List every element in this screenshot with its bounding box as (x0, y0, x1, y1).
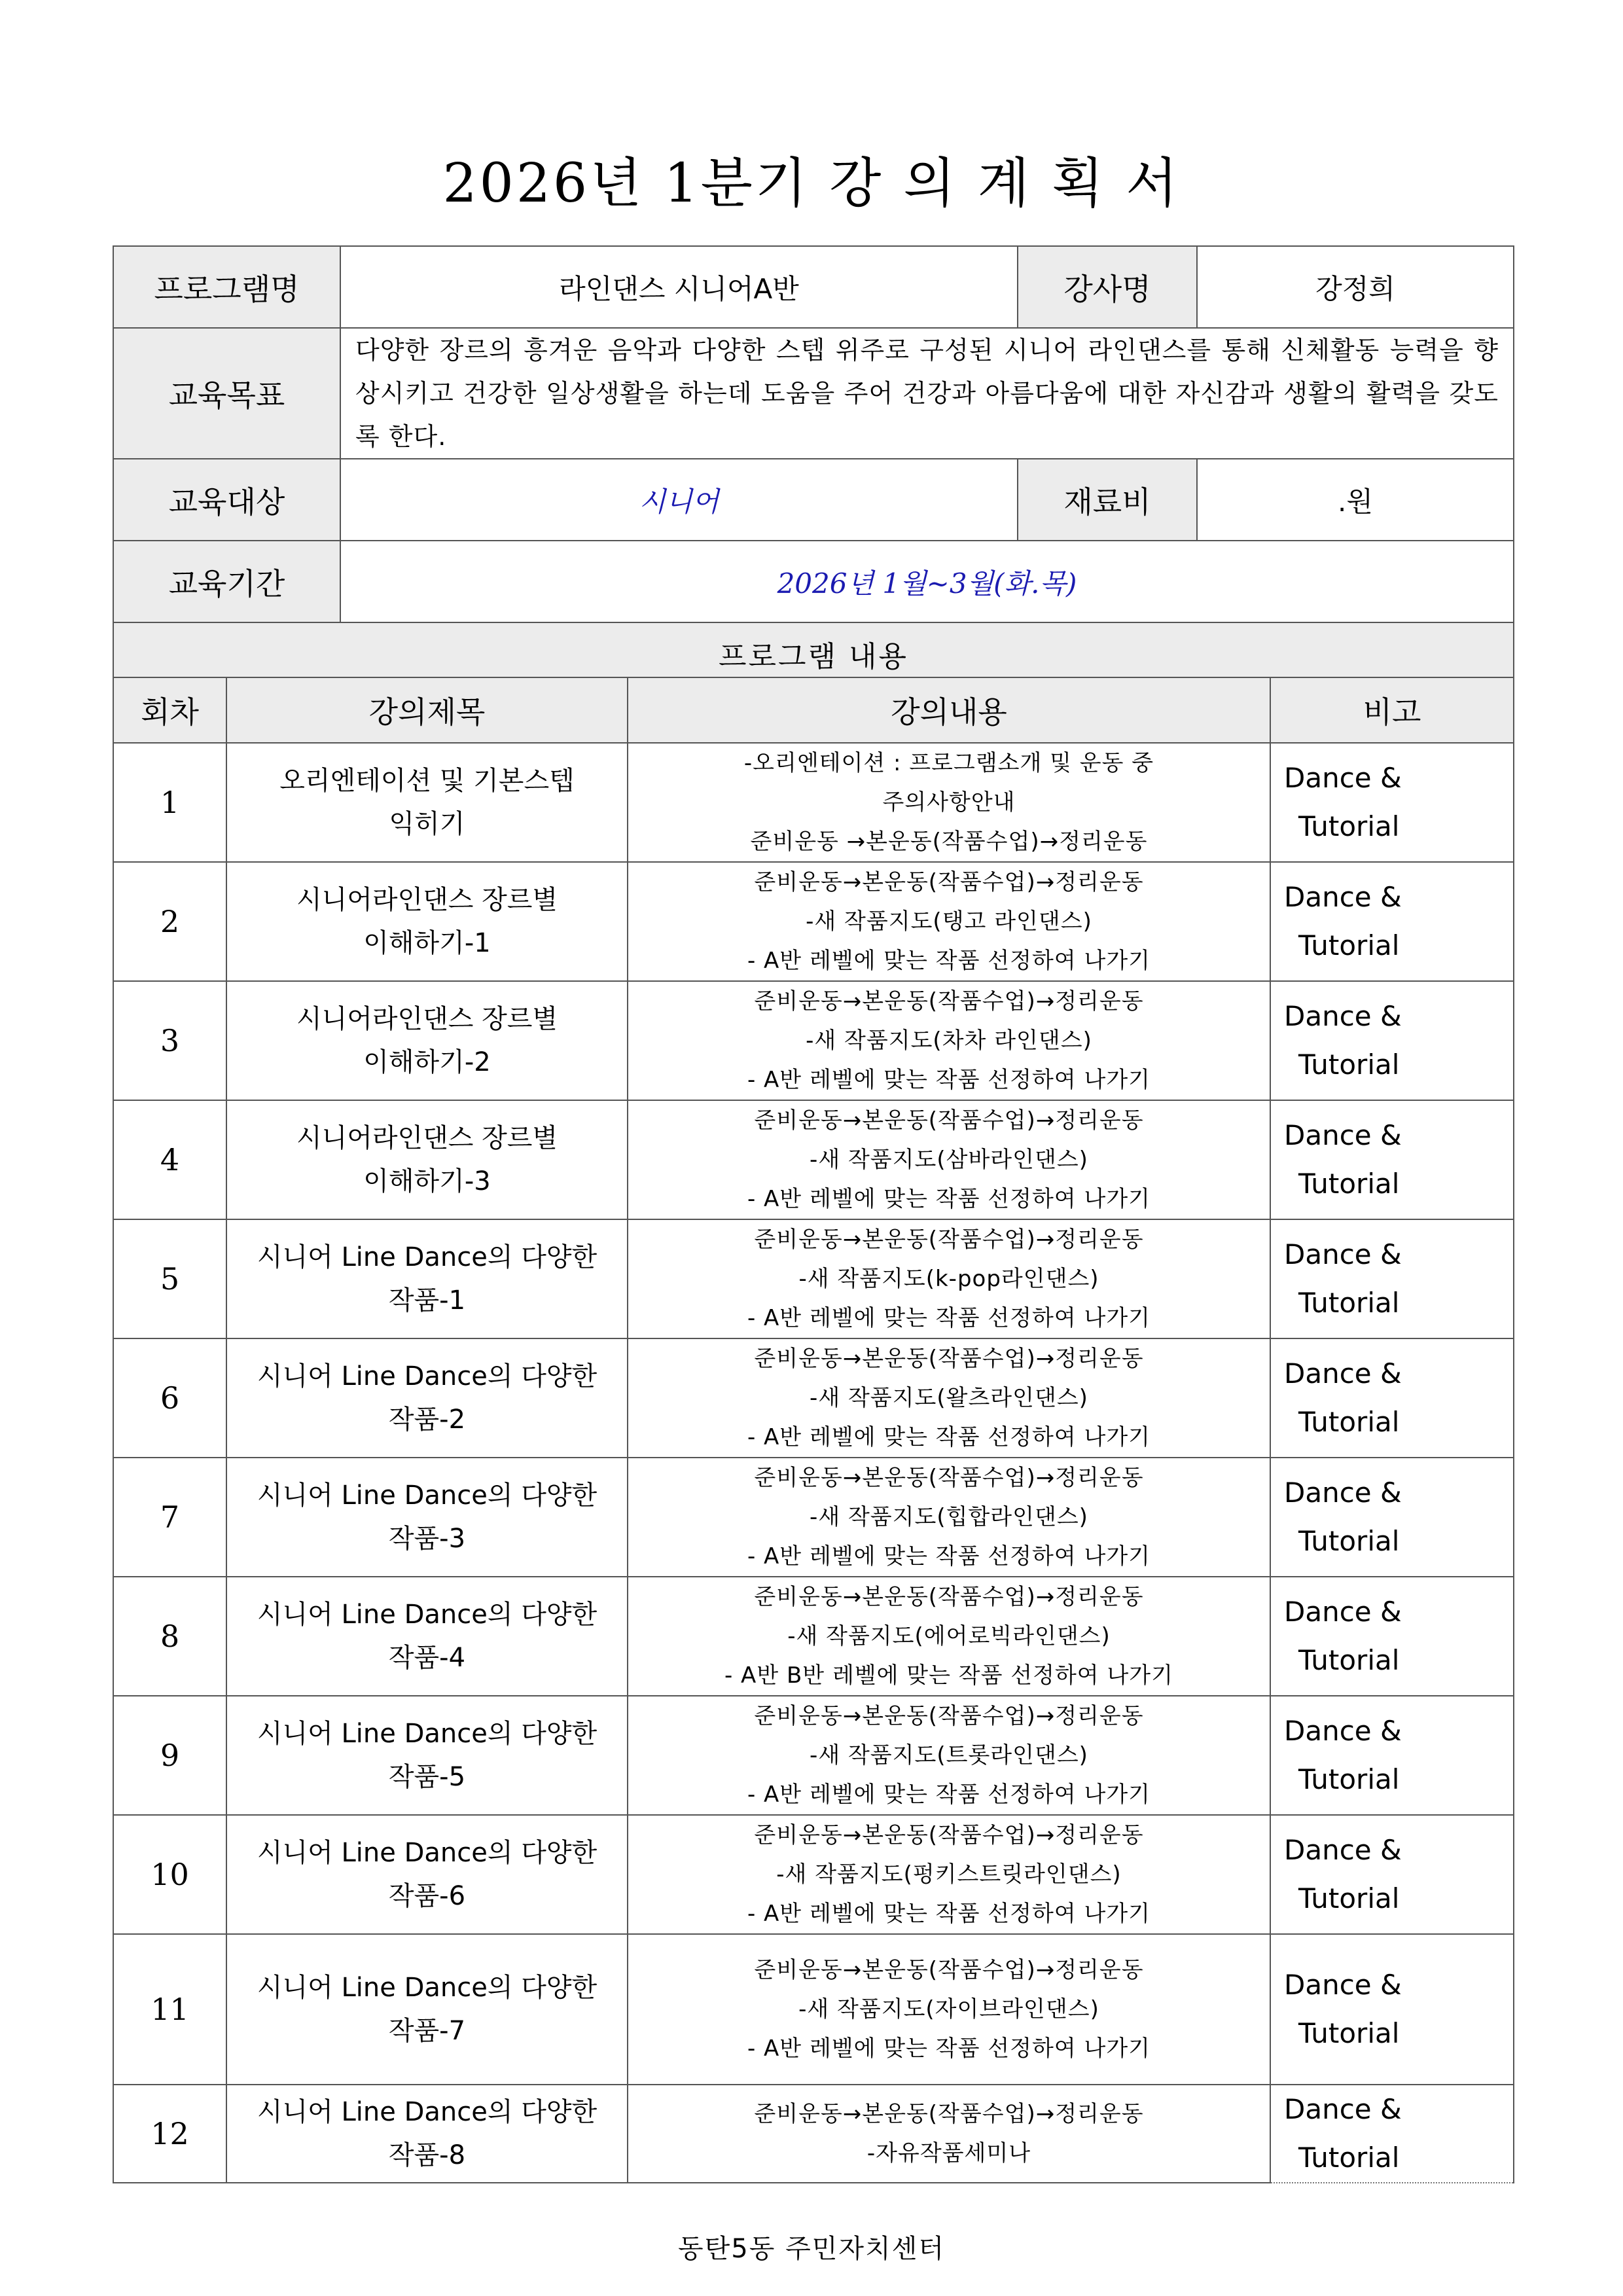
lecture-content-line: 준비운동→본운동(작품수업)→정리운동 (754, 1957, 1144, 1983)
lecture-content-line: -오리엔테이션 : 프로그램소개 및 운동 중 (743, 750, 1154, 776)
lecture-content (628, 1219, 1270, 1338)
lecture-content-line: 준비운동→본운동(작품수업)→정리운동 (754, 1703, 1144, 1729)
lecture-note-line: Tutorial (1298, 1406, 1400, 1438)
lecture-note-line: Dance & (1284, 1596, 1402, 1628)
lecture-note-line: Tutorial (1298, 810, 1400, 842)
lecture-note-line: Tutorial (1298, 1287, 1400, 1319)
lecture-content-line: - A반 레벨에 맞는 작품 선정하여 나가기 (747, 2036, 1151, 2062)
table-row (113, 1338, 1514, 1458)
lecture-content-line: - A반 레벨에 맞는 작품 선정하여 나가기 (747, 1782, 1151, 1808)
lecture-title-line: 작품-8 (388, 2140, 466, 2170)
lecture-content-line: 준비운동→본운동(작품수업)→정리운동 (754, 1465, 1144, 1491)
table-row (113, 1696, 1514, 1815)
target-label: 교육대상 (113, 459, 340, 541)
lecture-content-line: -새 작품지도(펑키스트릿라인댄스) (776, 1861, 1122, 1888)
col-header-content: 강의내용 (628, 677, 1270, 743)
lecture-content-line: -새 작품지도(차차 라인댄스) (806, 1028, 1092, 1054)
lecture-title-line: 시니어 Line Dance의 다양한 (257, 1480, 597, 1511)
period-value: 2026년 1월~3월(화.목) (340, 541, 1514, 622)
lecture-number: 3 (113, 981, 226, 1100)
lecture-note-line: Tutorial (1298, 1644, 1400, 1676)
lecture-note-line: Dance & (1284, 1238, 1402, 1270)
lecture-note (1270, 2085, 1514, 2183)
table-row (113, 1815, 1514, 1934)
lecture-content-line: -새 작품지도(탱고 라인댄스) (806, 908, 1092, 935)
lecture-content-line: 준비운동→본운동(작품수업)→정리운동 (754, 1346, 1144, 1372)
lecture-title-line: 이해하기-3 (363, 1166, 491, 1196)
lecture-content-line: 준비운동→본운동(작품수업)→정리운동 (754, 988, 1144, 1014)
lecture-note (1270, 862, 1514, 981)
lecture-title (226, 1219, 628, 1338)
lecture-note-line: Dance & (1284, 1357, 1402, 1390)
lecture-title-line: 시니어 Line Dance의 다양한 (257, 1361, 597, 1391)
lecture-content-line: -새 작품지도(자이브라인댄스) (798, 1996, 1099, 2022)
lecture-note-line: Tutorial (1298, 1049, 1400, 1081)
footer-organization: 동탄5동 주민자치센터 (678, 2234, 945, 2264)
lecture-content-line: -새 작품지도(힙합라인댄스) (810, 1504, 1088, 1530)
lecture-note-line: Dance & (1284, 1119, 1402, 1151)
lecture-title-line: 작품-6 (388, 1881, 466, 1911)
program-content-header: 프로그램 내용 (113, 622, 1514, 685)
lecture-note-line: Tutorial (1298, 1763, 1400, 1795)
lecture-number: 10 (113, 1815, 226, 1934)
table-row (113, 1219, 1514, 1338)
lecture-title-line: 작품-4 (388, 1643, 466, 1673)
lecture-title-line: 작품-1 (388, 1285, 466, 1316)
lecture-title-line: 시니어 Line Dance의 다양한 (257, 1242, 597, 1272)
lecture-title-line: 시니어 Line Dance의 다양한 (257, 1600, 597, 1630)
table-row (113, 743, 1514, 862)
lecture-note (1270, 1577, 1514, 1696)
lecture-note-line: Dance & (1284, 1715, 1402, 1747)
lecture-title (226, 1577, 628, 1696)
lecture-content-line: 준비운동→본운동(작품수업)→정리운동 (754, 2101, 1144, 2127)
lecture-title (226, 862, 628, 981)
goal-value: 다양한 장르의 흥겨운 음악과 다양한 스텝 위주로 구성된 시니어 라인댄스를 통해 신체활동 능력을 향상시키고 건강한 일상생활을 하는데 도움을 주어 건강과 아름다움에 대한 자신감과 생활의 활력을 갖도록 한다. (340, 328, 1514, 459)
lecture-note-line: Tutorial (1298, 1882, 1400, 1914)
table-row (113, 981, 1514, 1100)
lecture-content (628, 2085, 1270, 2183)
lecture-content (628, 1815, 1270, 1934)
lecture-content-line: - A반 레벨에 맞는 작품 선정하여 나가기 (747, 1424, 1151, 1450)
lecture-note (1270, 1934, 1514, 2085)
lecture-note-line: Dance & (1284, 1000, 1402, 1032)
lecture-title (226, 743, 628, 862)
lecture-content-line: 준비운동 →본운동(작품수업)→정리운동 (750, 829, 1148, 855)
lecture-number: 2 (113, 862, 226, 981)
lecture-note (1270, 1458, 1514, 1577)
period-label: 교육기간 (113, 541, 340, 622)
program-name-label: 프로그램명 (113, 246, 340, 328)
col-header-note: 비고 (1270, 677, 1514, 743)
table-row (113, 1934, 1514, 2085)
lecture-number: 12 (113, 2085, 226, 2183)
lecture-table (113, 677, 1514, 2183)
lecture-title-line: 시니어라인댄스 장르별 (296, 885, 558, 915)
table-row (113, 2085, 1514, 2183)
lecture-title (226, 1815, 628, 1934)
lecture-note (1270, 1696, 1514, 1815)
lecture-note-line: Dance & (1284, 1477, 1402, 1509)
lecture-title-line: 오리엔테이션 및 기본스텝 (279, 766, 575, 796)
lecture-note-line: Dance & (1284, 881, 1402, 913)
lecture-content-line: 주의사항안내 (882, 789, 1016, 816)
lecture-title (226, 1696, 628, 1815)
lecture-title-line: 이해하기-1 (363, 928, 491, 958)
info-table (113, 245, 1514, 686)
lecture-title-line: 시니어 Line Dance의 다양한 (257, 1838, 597, 1868)
lecture-note (1270, 1100, 1514, 1219)
lecture-title (226, 1338, 628, 1458)
lecture-number: 4 (113, 1100, 226, 1219)
lecture-note-line: Tutorial (1298, 929, 1400, 961)
lecture-number: 11 (113, 1934, 226, 2085)
lecture-note (1270, 1338, 1514, 1458)
lecture-note-line: Tutorial (1298, 1525, 1400, 1557)
lecture-content-line: - A반 레벨에 맞는 작품 선정하여 나가기 (747, 1305, 1151, 1331)
instructor-value: 강정희 (1197, 246, 1514, 328)
lecture-note (1270, 743, 1514, 862)
table-row (113, 1100, 1514, 1219)
material-cost-label: 재료비 (1018, 459, 1197, 541)
lecture-content-line: - A반 레벨에 맞는 작품 선정하여 나가기 (747, 1186, 1151, 1212)
lecture-title-line: 익히기 (389, 809, 465, 839)
lecture-number: 1 (113, 743, 226, 862)
lecture-content-line: -새 작품지도(왈츠라인댄스) (810, 1385, 1088, 1411)
goal-label: 교육목표 (113, 328, 340, 459)
lecture-content-line: 준비운동→본운동(작품수업)→정리운동 (754, 1107, 1144, 1134)
lecture-content-line: -새 작품지도(k-pop라인댄스) (798, 1266, 1099, 1292)
lecture-title-line: 시니어라인댄스 장르별 (296, 1004, 558, 1034)
lecture-title-line: 시니어라인댄스 장르별 (296, 1123, 558, 1153)
lecture-content (628, 1696, 1270, 1815)
lecture-note-line: Dance & (1284, 762, 1402, 794)
lecture-note (1270, 1219, 1514, 1338)
lecture-content-line: 준비운동→본운동(작품수업)→정리운동 (754, 1227, 1144, 1253)
lecture-number: 6 (113, 1338, 226, 1458)
lecture-content (628, 862, 1270, 981)
col-header-no: 회차 (113, 677, 226, 743)
lecture-title (226, 1100, 628, 1219)
lecture-content-line: -새 작품지도(트롯라인댄스) (810, 1742, 1088, 1768)
lecture-title (226, 1458, 628, 1577)
lecture-content-line: 준비운동→본운동(작품수업)→정리운동 (754, 869, 1144, 895)
lecture-content-line: - A반 레벨에 맞는 작품 선정하여 나가기 (747, 948, 1151, 974)
lecture-content (628, 981, 1270, 1100)
lecture-note-line: Tutorial (1298, 2017, 1400, 2049)
lecture-content-line: - A반 레벨에 맞는 작품 선정하여 나가기 (747, 1543, 1151, 1570)
lecture-note (1270, 1815, 1514, 1934)
lecture-title-line: 작품-3 (388, 1524, 466, 1554)
lecture-title-line: 작품-5 (388, 1762, 466, 1792)
lecture-note-line: Dance & (1284, 1834, 1402, 1866)
lecture-note-line: Dance & (1284, 2093, 1402, 2125)
table-row (113, 1577, 1514, 1696)
lecture-content-line: -새 작품지도(삼바라인댄스) (810, 1147, 1088, 1173)
program-name-value: 라인댄스 시니어A반 (340, 246, 1018, 328)
target-value: 시니어 (340, 459, 1018, 541)
material-cost-value: .원 (1197, 459, 1514, 541)
table-row (113, 862, 1514, 981)
lecture-content-line: - A반 레벨에 맞는 작품 선정하여 나가기 (747, 1067, 1151, 1093)
lecture-content-line: - A반 B반 레벨에 맞는 작품 선정하여 나가기 (724, 1662, 1173, 1689)
lecture-title (226, 2085, 628, 2183)
instructor-label: 강사명 (1018, 246, 1197, 328)
lecture-note-line: Tutorial (1298, 2142, 1400, 2174)
lecture-content (628, 1338, 1270, 1458)
lecture-content (628, 743, 1270, 862)
lecture-title-line: 작품-2 (388, 1405, 466, 1435)
lecture-content-line: 준비운동→본운동(작품수업)→정리운동 (754, 1584, 1144, 1610)
table-row (113, 1458, 1514, 1577)
lecture-content (628, 1577, 1270, 1696)
lecture-title-line: 시니어 Line Dance의 다양한 (257, 1973, 597, 2003)
lecture-content-line: - A반 레벨에 맞는 작품 선정하여 나가기 (747, 1901, 1151, 1927)
lecture-title-line: 작품-7 (388, 2016, 466, 2046)
lecture-note (1270, 981, 1514, 1100)
lecture-content (628, 1458, 1270, 1577)
lecture-title-line: 이해하기-2 (363, 1047, 491, 1077)
lecture-note-line: Dance & (1284, 1969, 1402, 2001)
lecture-content (628, 1934, 1270, 2085)
col-header-title: 강의제목 (226, 677, 628, 743)
lecture-number: 8 (113, 1577, 226, 1696)
lecture-title-line: 시니어 Line Dance의 다양한 (257, 1719, 597, 1749)
lecture-title-line: 시니어 Line Dance의 다양한 (257, 2097, 597, 2127)
document-title: 2026년 1분기 강 의 계 획 서 (442, 152, 1181, 215)
lecture-number: 7 (113, 1458, 226, 1577)
lecture-number: 5 (113, 1219, 226, 1338)
lecture-content-line: -새 작품지도(에어로빅라인댄스) (787, 1623, 1111, 1649)
lecture-number: 9 (113, 1696, 226, 1815)
lecture-content-line: 준비운동→본운동(작품수업)→정리운동 (754, 1822, 1144, 1848)
lecture-content (628, 1100, 1270, 1219)
lecture-content-line: -자유작품세미나 (866, 2140, 1031, 2166)
lecture-note-line: Tutorial (1298, 1168, 1400, 1200)
lecture-title (226, 1934, 628, 2085)
lecture-title (226, 981, 628, 1100)
